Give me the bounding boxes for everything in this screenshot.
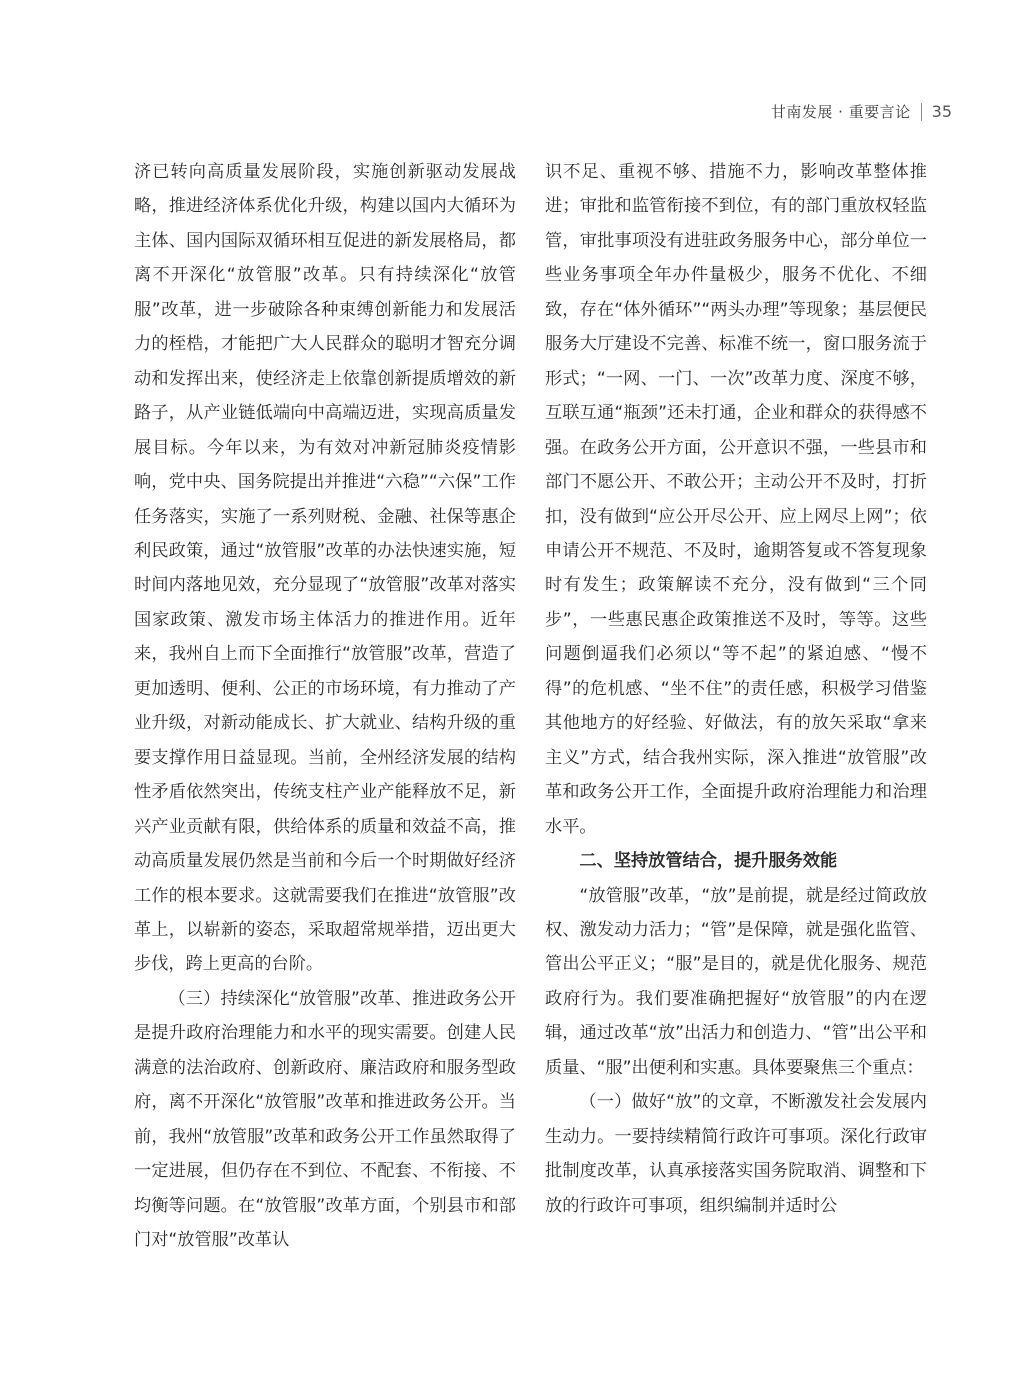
page-number: 35: [931, 102, 952, 121]
paragraph: （一）做好“放”的文章，不断激发社会发展内生动力。一要持续精简行政许可事项。深化行政审批制度改革，认真承接落实国务院取消、调整和下放的行政许可事项，组织编制并适时公: [545, 1092, 927, 1216]
right-column: [545, 155, 927, 1223]
paragraph: 济已转向高质量发展阶段，实施创新驱动发展战略，推进经济体系优化升级，构建以国内大循环为主体、国内国际双循环相互促进的新发展格局，都离不开深化“放管服”改革。只有持续深化“放管服”改革，进一步破除各种束缚创新能力和发展活力的桎梏，才能把广大人民群众的聪明才智充分调动和发挥出来，使经济走上依靠创新提质增效的新路子，从产业链低端向中高端迈进，实现高质量发展目标。今年以来，为有效对冲新冠肺炎疫情影响，党中央、国务院提出并推进“六稳”“六保”工作任务落实，实施了一系列财税、金融、社保等惠企利民政策，通过“放管服”改革的办法快速实施，短时间内落地见效，充分显现了“放管服”改革对落实国家政策、激发市场主体活力的推进作用。近年来，我州自上而下全面推行“放管服”改革，营造了更加透明、便利、公正的市场环境，有力推动了产业升级，对新动能成长、扩大就业、结构升级的重要支撑作用日益显现。当前，全州经济发展的结构性矛盾依然突出，传统支柱产业产能释放不足，新兴产业贡献有限，供给体系的质量和效益不高，推动高质量发展仍然是当前和今后一个时期做好经济工作的根本要求。这就需要我们在推进“放管服”改革上，以崭新的姿态，采取超常规举措，迈出更大步伐，跨上更高的台阶。: [134, 162, 516, 975]
paragraph: 识不足、重视不够、措施不力，影响改革整体推进；审批和监管衔接不到位，有的部门重放权轻监管，审批事项没有进驻政务服务中心，部分单位一些业务事项全年办件量极少，服务不优化、不细致，存在“体外循环”“两头办理”等现象；基层便民服务大厅建设不完善、标准不统一，窗口服务流于形式；“一网、一门、一次”改革力度、深度不够，互联互通“瓶颈”还未打通，企业和群众的获得感不强。在政务公开方面，公开意识不强，一些县市和部门不愿公开、不敢公开；主动公开不及时，打折扣，没有做到“应公开尽公开、应上网尽上网”；依申请公开不规范、不及时，逾期答复或不答复现象时有发生；政策解读不充分，没有做到“三个同步”，一些惠民惠企政策推送不及时，等等。这些问题倒逼我们必须以“等不起”的紧迫感、“慢不得”的危机感、“坐不住”的责任感，积极学习借鉴其他地方的好经验、好做法，有的放矢采取“拿来主义”方式，结合我州实际，深入推进“放管服”改革和政务公开工作，全面提升政府治理能力和治理水平。: [545, 162, 927, 837]
header-divider: [921, 103, 922, 121]
paragraph: “放管服”改革，“放”是前提，就是经过简政放权、激发动力活力；“管”是保障，就是强化监管、管出公平正义；“服”是目的，就是优化服务、规范政府行为。我们要准确把握好“放管服”的内在逻辑，通过改革“放”出活力和创造力、“管”出公平和质量、“服”出便利和实惠。具体要聚焦三个重点：: [545, 885, 927, 1078]
section-title: 甘南发展 · 重要言论: [770, 103, 911, 121]
paragraph: （三）持续深化“放管服”改革、推进政务公开是提升政府治理能力和水平的现实需要。创建人民满意的法治政府、创新政府、廉洁政府和服务型政府，离不开深化“放管服”改革和推进政务公开。当前，我州“放管服”改革和政务公开工作虽然取得了一定进展，但仍存在不到位、不配套、不衔接、不均衡等问题。在“放管服”改革方面，个别县市和部门对“放管服”改革认: [134, 988, 516, 1251]
left-column: [134, 155, 516, 1258]
running-header: [771, 101, 952, 122]
section-heading: 二、坚持放管结合，提升服务效能: [579, 851, 838, 872]
